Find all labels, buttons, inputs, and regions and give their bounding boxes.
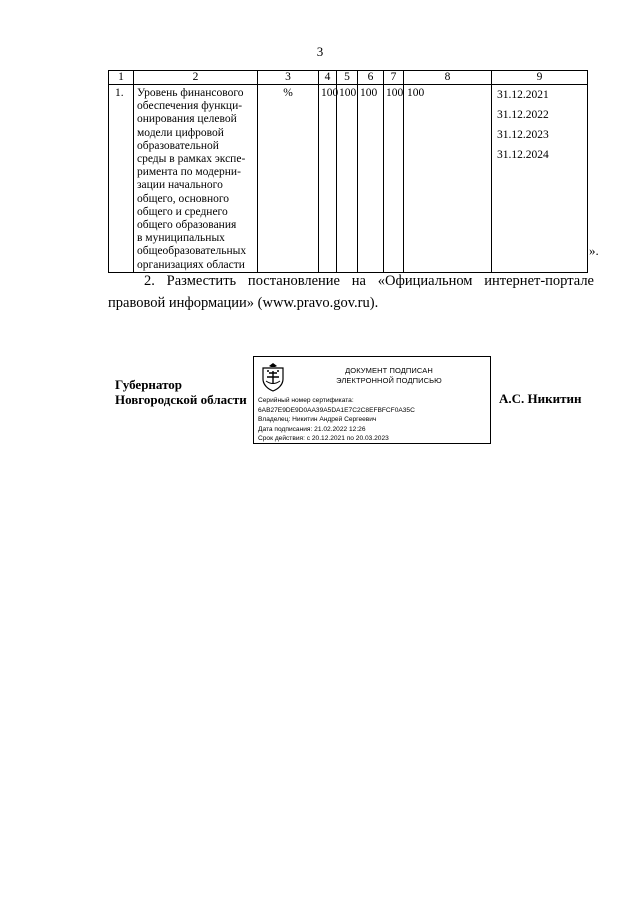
owner: Владелец: Никитин Андрей Сергеевич [258, 416, 377, 423]
signatory-name: А.С. Никитин [499, 391, 582, 406]
indicator-line: обеспечения функци- [137, 100, 243, 113]
header-cell: 1 [109, 71, 134, 85]
table-header-row [109, 71, 588, 85]
header-cell: 3 [258, 71, 319, 85]
dates-cell [492, 85, 588, 273]
value-cell-7: 100 [384, 85, 404, 273]
date-value: 31.12.2022 [497, 109, 549, 121]
coat-of-arms-icon [260, 362, 286, 392]
indicator-table [108, 70, 588, 273]
indicator-line: зации начального [137, 179, 223, 192]
paragraph-2: 2. Разместить постановление на «Официальном интернет-портале правовой информации» (www.pravo.gov.ru). [108, 273, 594, 311]
header-cell: 9 [492, 71, 588, 85]
closing-quote: ». [589, 243, 599, 258]
stamp-details [258, 396, 488, 444]
indicator-line: римента по модерни- [137, 166, 241, 179]
signatory-title [115, 377, 247, 407]
electronic-signature-stamp [253, 356, 491, 444]
page-number: 3 [316, 44, 324, 59]
validity: Срок действия: с 20.12.2021 по 20.03.2023 [258, 435, 389, 442]
date-value: 31.12.2021 [497, 89, 549, 101]
table-row [109, 85, 588, 273]
header-cell: 8 [404, 71, 492, 85]
indicator-line: общего, основного [137, 192, 230, 205]
indicator-line: в муниципальных [137, 232, 225, 245]
header-cell: 4 [319, 71, 337, 85]
signed-date: Дата подписания: 21.02.2022 12:26 [258, 425, 366, 433]
indicator-line: организациях области [137, 258, 245, 271]
unit-cell: % [258, 85, 319, 273]
indicator-line: онирования целевой [137, 113, 237, 126]
indicator-line: Уровень финансового [137, 87, 244, 99]
header-cell: 6 [358, 71, 384, 85]
date-value: 31.12.2023 [497, 129, 549, 141]
header-cell: 2 [134, 71, 258, 85]
stamp-title-line: ДОКУМЕНТ ПОДПИСАН [345, 366, 433, 375]
indicator-name [134, 85, 258, 273]
stamp-title-line: ЭЛЕКТРОННОЙ ПОДПИСЬЮ [336, 376, 442, 385]
stamp-title [294, 366, 484, 386]
value-cell-8: 100 [404, 85, 492, 273]
indicator-line: общего и среднего [137, 205, 228, 218]
value-cell-6: 100 [358, 85, 384, 273]
indicator-line: модели цифровой [137, 126, 224, 139]
date-value: 31.12.2024 [497, 149, 549, 161]
serial-number: 6AB27E9DE9D0AA39A5DA1E7C2C8EFBFCF0A35C [258, 406, 415, 414]
row-number: 1. [109, 85, 134, 273]
indicator-line: образовательной [137, 139, 219, 152]
header-cell: 7 [384, 71, 404, 85]
signatory-title-line: Новгородской области [115, 392, 247, 407]
indicator-line: общеобразовательных [137, 245, 247, 258]
header-cell: 5 [337, 71, 358, 85]
value-cell-4: 100 [319, 85, 337, 273]
indicator-line: общего образования [137, 219, 237, 232]
value-cell-5: 100 [337, 85, 358, 273]
serial-label: Серийный номер сертификата: [258, 397, 354, 404]
signatory-title-line: Губернатор [115, 377, 183, 392]
indicator-line: среды в рамках экспе- [137, 153, 246, 166]
